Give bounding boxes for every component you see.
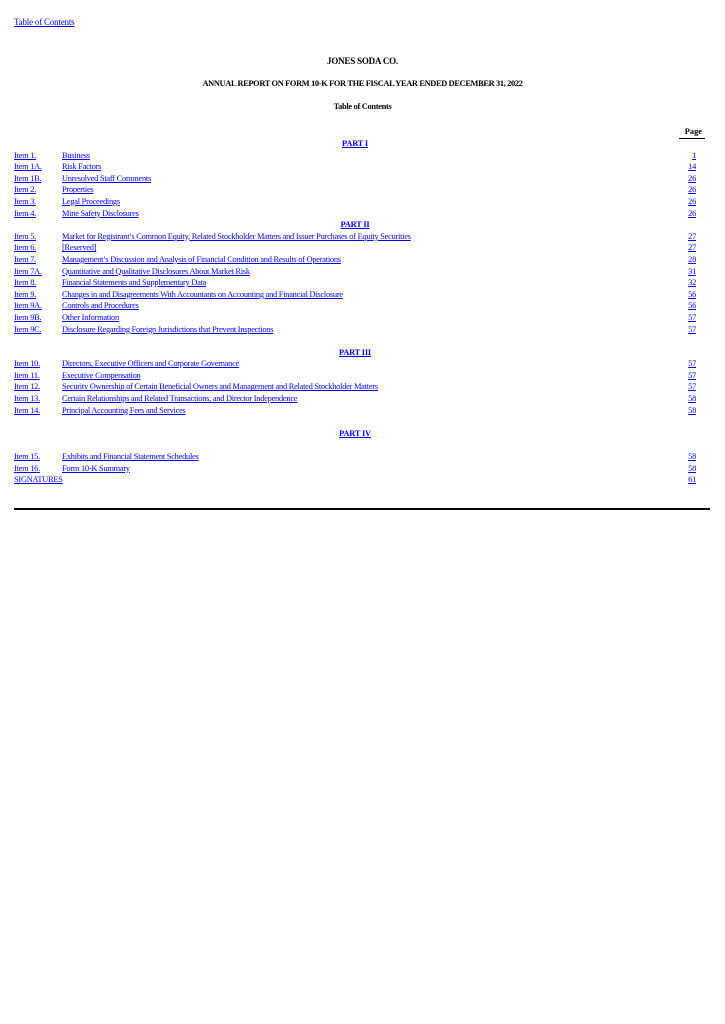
toc-heading: Table of Contents xyxy=(333,102,392,111)
toc-row xyxy=(14,277,696,289)
toc-page-number-link[interactable]: 26 xyxy=(688,196,696,206)
toc-page-number-link[interactable]: 27 xyxy=(688,231,696,241)
toc-item-number-link[interactable]: Item 9B. xyxy=(14,312,42,322)
part-heading xyxy=(14,428,696,440)
toc-item-number-link[interactable]: Item 1A. xyxy=(14,162,42,172)
page-column-header: Page xyxy=(679,126,705,139)
toc-row xyxy=(14,184,696,196)
toc-item-title-link[interactable]: Executive Compensation xyxy=(62,370,141,380)
toc-item-title-link[interactable]: Changes in and Disagreements With Accountants on Accounting and Financial Disclosure xyxy=(62,289,343,299)
toc-page-number-link[interactable]: 57 xyxy=(688,359,696,369)
toc-item-number-link[interactable]: Item 4. xyxy=(14,208,36,218)
toc-item-number-link[interactable]: Item 13. xyxy=(14,394,40,404)
toc-item-number-link[interactable]: Item 1. xyxy=(14,150,36,160)
toc-item-title-link[interactable]: Market for Registrant’s Common Equity, Related Stockholder Matters and Issuer Purchases of Equity Securities xyxy=(62,231,411,241)
toc-row xyxy=(14,381,696,393)
toc-row xyxy=(14,173,696,185)
page-divider xyxy=(14,508,710,510)
toc-item-number-link[interactable]: Item 7A. xyxy=(14,266,42,276)
toc-item-title-link[interactable]: Unresolved Staff Comments xyxy=(62,173,151,183)
toc-page-number-link[interactable]: 31 xyxy=(688,266,696,276)
toc-row xyxy=(14,324,696,336)
toc-page-number-link[interactable]: 58 xyxy=(688,394,696,404)
toc-item-title-link[interactable]: Financial Statements and Supplementary Data xyxy=(62,278,207,288)
toc-page-number-link[interactable]: 26 xyxy=(688,173,696,183)
toc-item-title-link[interactable]: Disclosure Regarding Foreign Jurisdictions that Prevent Inspections xyxy=(62,324,274,334)
toc-item-number-link[interactable]: Item 3. xyxy=(14,196,36,206)
toc-row xyxy=(14,312,696,324)
toc-spacer xyxy=(14,439,696,451)
toc-spacer xyxy=(14,416,696,428)
toc-page-number-link[interactable]: 57 xyxy=(688,324,696,334)
toc-item-number-link[interactable]: Item 12. xyxy=(14,382,40,392)
toc-item-number-link[interactable]: Item 6. xyxy=(14,243,36,253)
toc-item-number-link[interactable]: Item 5. xyxy=(14,231,36,241)
toc-item-title-link[interactable]: Other Information xyxy=(62,312,119,322)
toc-item-title-link[interactable]: Mine Safety Disclosures xyxy=(62,208,139,218)
toc-item-title-link[interactable]: Quantitative and Qualitative Disclosures About Market Risk xyxy=(62,266,250,276)
toc-row xyxy=(14,393,696,405)
toc-item-number-link[interactable]: SIGNATURES xyxy=(14,475,63,485)
toc-item-number-link[interactable]: Item 10. xyxy=(14,359,40,369)
toc-page-number-link[interactable]: 56 xyxy=(688,301,696,311)
toc-item-number-link[interactable]: Item 1B. xyxy=(14,173,42,183)
toc-item-number-link[interactable]: Item 9. xyxy=(14,289,36,299)
toc-item-title-link[interactable]: Legal Proceedings xyxy=(62,196,120,206)
toc-page-number-link[interactable]: 58 xyxy=(688,463,696,473)
toc-item-title-link[interactable]: Properties xyxy=(62,185,94,195)
toc-row xyxy=(14,358,696,370)
toc-item-number-link[interactable]: Item 9A. xyxy=(14,301,42,311)
toc-item-number-link[interactable]: Item 15. xyxy=(14,452,40,462)
toc-item-title-link[interactable]: Controls and Procedures xyxy=(62,301,139,311)
toc-row xyxy=(14,196,696,208)
table-of-contents-link[interactable]: Table of Contents xyxy=(14,17,75,27)
toc-row xyxy=(14,451,696,463)
part-heading-link[interactable]: PART IV xyxy=(339,428,371,438)
toc-item-title-link[interactable]: Directors, Executive Officers and Corporate Governance xyxy=(62,359,240,369)
toc-item-number-link[interactable]: Item 11. xyxy=(14,370,40,380)
toc-item-number-link[interactable]: Item 16. xyxy=(14,463,40,473)
toc-item-title-link[interactable]: Certain Relationships and Related Transactions, and Director Independence xyxy=(62,394,298,404)
toc-row xyxy=(14,231,696,243)
toc-page-number-link[interactable]: 27 xyxy=(688,243,696,253)
toc-page-number-link[interactable]: 58 xyxy=(688,452,696,462)
toc-page-number-link[interactable]: 26 xyxy=(688,208,696,218)
part-heading xyxy=(14,219,696,231)
toc-item-number-link[interactable]: Item 7. xyxy=(14,254,36,264)
toc-row xyxy=(14,242,696,254)
toc-item-number-link[interactable]: Item 9C. xyxy=(14,324,42,334)
toc-page-number-link[interactable]: 28 xyxy=(688,254,696,264)
part-heading xyxy=(14,138,696,150)
company-name: JONES SODA CO. xyxy=(327,56,398,66)
toc-row xyxy=(14,161,696,173)
toc-page-number-link[interactable]: 61 xyxy=(688,475,696,485)
report-subtitle: ANNUAL REPORT ON FORM 10-K FOR THE FISCAL YEAR ENDED DECEMBER 31, 2022 xyxy=(202,79,523,88)
toc-page-number-link[interactable]: 14 xyxy=(688,162,696,172)
toc-row xyxy=(14,254,696,266)
toc-page-number-link[interactable]: 58 xyxy=(688,405,696,415)
toc-row xyxy=(14,474,696,486)
toc-item-title-link[interactable]: Security Ownership of Certain Beneficial Owners and Management and Related Stockholder Matters xyxy=(62,382,378,392)
toc-row xyxy=(14,266,696,278)
toc-item-title-link[interactable]: Business xyxy=(62,150,90,160)
toc-item-number-link[interactable]: Item 14. xyxy=(14,405,40,415)
part-heading-link[interactable]: PART II xyxy=(340,220,370,230)
toc-item-title-link[interactable]: Form 10-K Summary xyxy=(62,463,130,473)
toc-item-number-link[interactable]: Item 8. xyxy=(14,278,36,288)
toc-page-number-link[interactable]: 26 xyxy=(688,185,696,195)
toc-item-title-link[interactable]: [Reserved] xyxy=(62,243,97,253)
toc-item-title-link[interactable]: Management’s Discussion and Analysis of Financial Condition and Results of Operations xyxy=(62,254,341,264)
toc-row xyxy=(14,300,696,312)
toc-page-number-link[interactable]: 57 xyxy=(688,370,696,380)
part-heading-link[interactable]: PART III xyxy=(338,347,371,357)
toc-page-number-link[interactable]: 1 xyxy=(692,150,696,160)
toc-row xyxy=(14,405,696,417)
toc-page-number-link[interactable]: 56 xyxy=(688,289,696,299)
toc-page-number-link[interactable]: 57 xyxy=(688,312,696,322)
toc-item-title-link[interactable]: Risk Factors xyxy=(62,162,102,172)
toc-row xyxy=(14,289,696,301)
toc-row xyxy=(14,370,696,382)
toc-item-title-link[interactable]: Exhibits and Financial Statement Schedules xyxy=(62,452,199,462)
toc-page-number-link[interactable]: 57 xyxy=(688,382,696,392)
toc-spacer xyxy=(14,335,696,347)
toc-row xyxy=(14,463,696,475)
part-heading xyxy=(14,347,696,359)
toc-item-title-link[interactable]: Principal Accounting Fees and Services xyxy=(62,405,186,415)
toc-item-number-link[interactable]: Item 2. xyxy=(14,185,36,195)
part-heading-link[interactable]: PART I xyxy=(342,139,368,148)
toc-row xyxy=(14,150,696,162)
toc-row xyxy=(14,208,696,220)
toc-page-number-link[interactable]: 32 xyxy=(688,278,696,288)
toc-list xyxy=(14,138,696,486)
